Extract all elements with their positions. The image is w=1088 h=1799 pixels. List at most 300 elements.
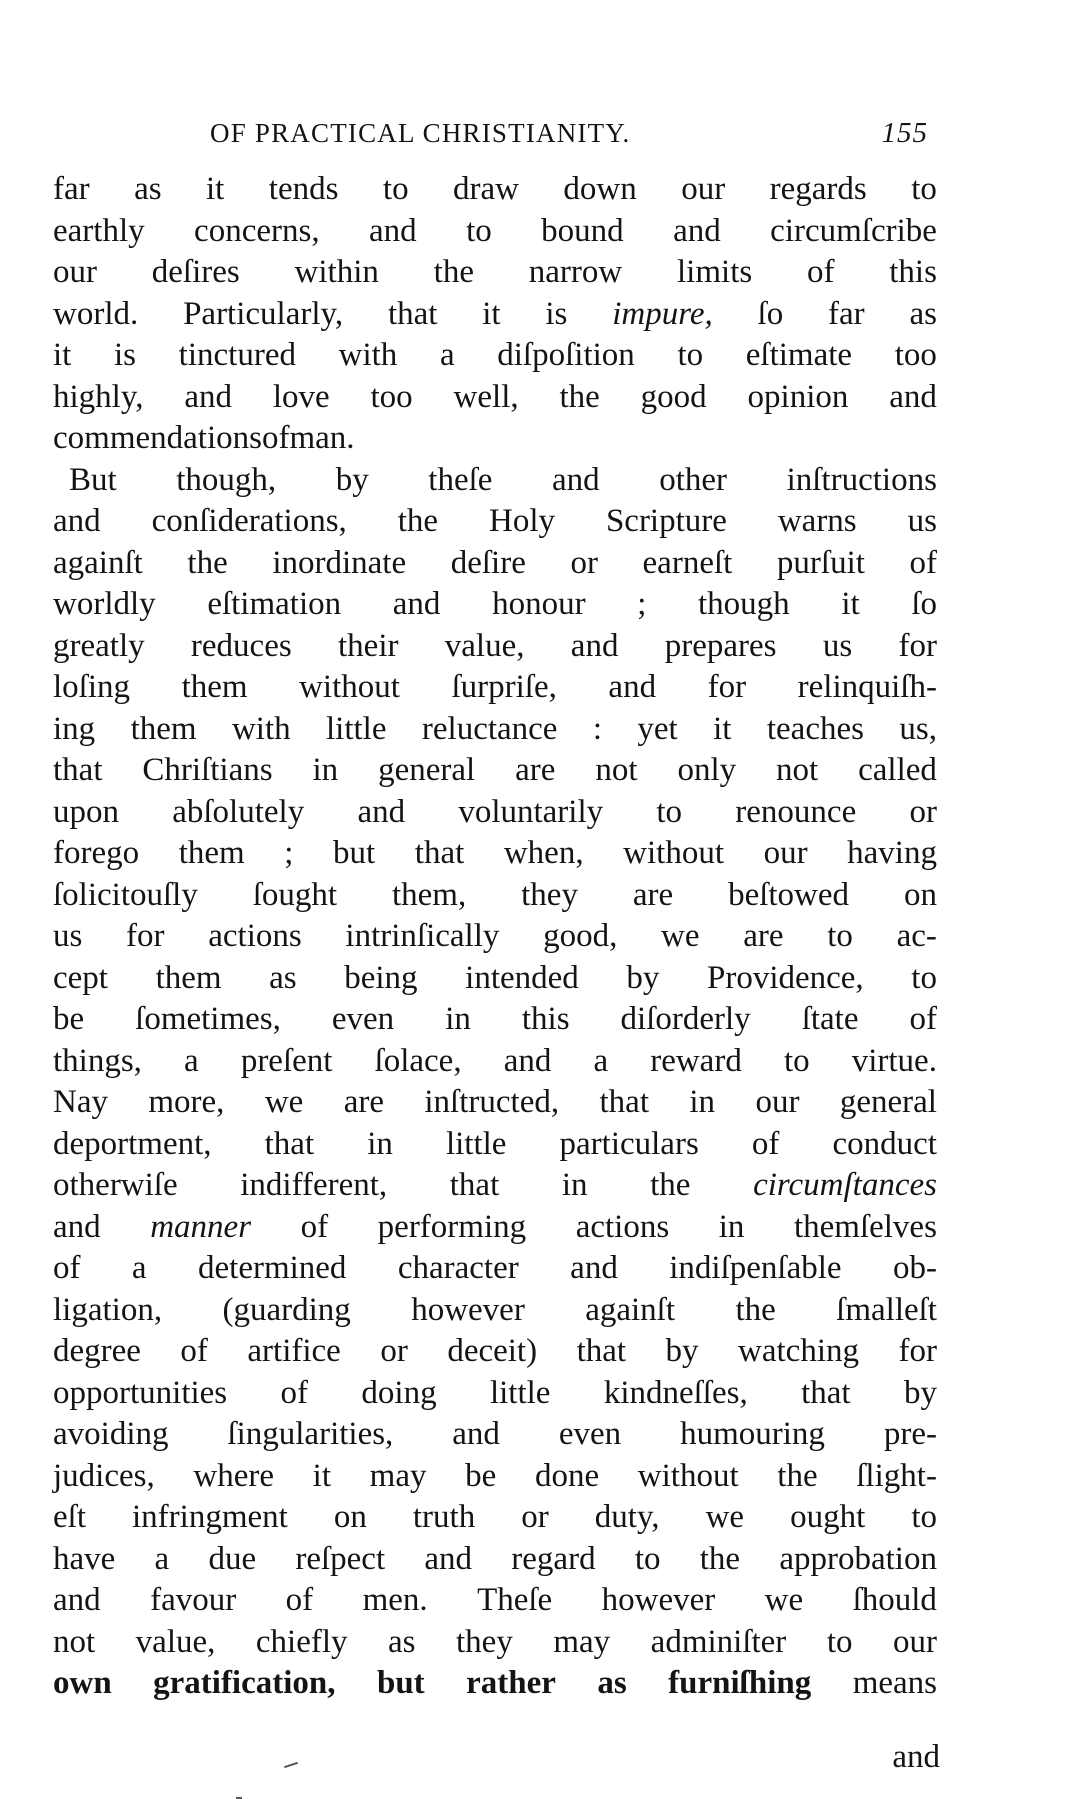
- word: us: [53, 918, 83, 954]
- text-line: [53, 377, 937, 419]
- word: (guarding: [222, 1291, 351, 1328]
- word: and: [392, 586, 441, 622]
- word: tends: [268, 171, 339, 207]
- word: ſo: [911, 586, 937, 622]
- word: in: [367, 1125, 393, 1162]
- word: warns: [777, 503, 857, 539]
- word: as: [388, 1623, 416, 1660]
- word: of: [909, 544, 937, 581]
- word: that: [576, 1333, 627, 1369]
- text-line: [53, 1497, 937, 1539]
- word: in: [312, 752, 339, 788]
- word: kindneſſes,: [603, 1374, 748, 1411]
- word: them: [130, 710, 197, 747]
- word: ;: [284, 835, 294, 871]
- word: it: [206, 171, 225, 207]
- word: purſuit: [776, 544, 865, 581]
- word: and: [53, 503, 101, 539]
- word: little: [326, 710, 387, 747]
- word: or: [380, 1333, 408, 1369]
- word: preſent: [240, 1042, 333, 1079]
- word: this: [889, 254, 937, 290]
- word: having: [847, 835, 937, 871]
- word: Providence,: [706, 959, 864, 996]
- word: degree: [53, 1333, 141, 1369]
- text-line: [53, 1414, 937, 1456]
- text-line: [53, 626, 937, 668]
- word: a: [593, 1042, 609, 1079]
- word: the: [187, 544, 228, 581]
- word: only: [677, 752, 737, 788]
- word: againſt: [585, 1291, 676, 1328]
- word: reſpect: [295, 1540, 386, 1577]
- text-line: [53, 418, 937, 460]
- word: ſo: [757, 295, 784, 332]
- word: own: [53, 1665, 112, 1701]
- word: limits: [677, 254, 753, 290]
- text-line: [53, 584, 937, 626]
- word: voluntarily: [458, 793, 604, 830]
- word: our: [53, 254, 97, 290]
- text-line: [53, 1331, 937, 1373]
- word: indiſpenſable: [669, 1250, 842, 1286]
- word: for: [898, 1333, 937, 1369]
- word: that: [599, 1084, 649, 1120]
- word: watching: [738, 1333, 859, 1369]
- word: indifferent,: [240, 1167, 388, 1203]
- word: ſurpriſe,: [451, 669, 557, 705]
- word: not: [776, 752, 819, 788]
- word: them: [155, 959, 222, 996]
- word: otherwiſe: [53, 1167, 178, 1203]
- word: intrinſically: [345, 918, 500, 954]
- word: them,: [391, 876, 467, 913]
- word: to: [677, 337, 704, 373]
- word: reduces: [190, 627, 292, 664]
- word: the: [397, 503, 439, 539]
- word: narrow: [528, 254, 623, 290]
- text-line: [53, 667, 937, 709]
- word: as: [134, 171, 162, 207]
- page-number: 155: [881, 117, 928, 149]
- word: our: [681, 171, 726, 207]
- word: ſought: [252, 876, 338, 913]
- word: done: [534, 1457, 600, 1494]
- word: Particularly,: [183, 295, 344, 332]
- word: a: [154, 1540, 170, 1577]
- word: the: [433, 254, 474, 290]
- word: down: [563, 171, 637, 207]
- word: good: [640, 378, 707, 415]
- word: as: [597, 1665, 627, 1701]
- word: by: [626, 959, 660, 996]
- word: are: [343, 1084, 384, 1120]
- word: and: [570, 1250, 618, 1286]
- word: us,: [899, 710, 937, 747]
- word: or: [909, 793, 937, 830]
- word: we: [764, 1582, 804, 1618]
- word: adminiſter: [650, 1623, 787, 1660]
- word: and: [889, 378, 937, 415]
- text-line: [53, 501, 937, 543]
- word: of: [261, 420, 290, 456]
- word: avoiding: [53, 1416, 169, 1452]
- word: be: [465, 1457, 497, 1494]
- word: a: [131, 1250, 147, 1286]
- word: but: [376, 1665, 425, 1701]
- word: the: [777, 1457, 818, 1494]
- word: ſolace,: [374, 1042, 462, 1079]
- word: opportunities: [53, 1374, 228, 1411]
- word: intended: [465, 959, 579, 996]
- text-line: [53, 1622, 937, 1664]
- text-line: [53, 709, 937, 751]
- body-text: [53, 169, 937, 1705]
- word: doing: [361, 1374, 437, 1411]
- word: and: [53, 1208, 101, 1245]
- word: virtue.: [851, 1042, 937, 1079]
- word: too: [894, 337, 937, 373]
- word: renounce: [735, 793, 857, 830]
- word: of: [300, 1208, 329, 1245]
- word: and: [424, 1540, 473, 1577]
- text-line: [53, 460, 937, 502]
- text-line: [53, 294, 937, 336]
- word: means: [852, 1665, 937, 1701]
- word: or: [570, 544, 598, 581]
- word: But: [69, 461, 117, 498]
- word: even: [558, 1416, 622, 1452]
- word: where: [193, 1457, 275, 1494]
- word: and: [570, 627, 619, 664]
- word: deportment,: [53, 1125, 212, 1162]
- word: forego: [53, 835, 140, 871]
- word: the: [650, 1167, 691, 1203]
- word: our: [755, 1084, 800, 1120]
- text-line: [53, 1456, 937, 1498]
- word: on: [903, 876, 937, 913]
- word: ſlight-: [856, 1457, 937, 1494]
- word: :: [592, 710, 603, 747]
- word: little: [489, 1374, 551, 1411]
- word: and: [452, 1416, 500, 1452]
- text-line: [53, 1165, 937, 1207]
- word: men.: [362, 1582, 428, 1618]
- word: general: [378, 752, 476, 788]
- word: inſtructions: [786, 461, 937, 498]
- word: however: [601, 1582, 716, 1618]
- word: it: [53, 337, 72, 373]
- word: the: [735, 1291, 776, 1328]
- word: called: [858, 752, 937, 788]
- word: ing: [53, 710, 96, 747]
- word: of: [180, 1333, 208, 1369]
- word: of: [285, 1582, 314, 1618]
- word: eſtimation: [207, 586, 342, 622]
- word: it: [482, 295, 501, 332]
- word: character: [397, 1250, 519, 1286]
- word: Scripture: [605, 503, 727, 539]
- word: or: [521, 1499, 549, 1535]
- word: as: [909, 295, 937, 332]
- word: the: [699, 1540, 741, 1577]
- text-line: [53, 1207, 937, 1249]
- word: that: [414, 835, 465, 871]
- word: relinquiſh-: [797, 669, 937, 705]
- word: a: [184, 1042, 199, 1079]
- word: in: [718, 1208, 745, 1245]
- word: reluctance: [421, 710, 558, 747]
- word: Theſe: [477, 1582, 553, 1618]
- word: our: [763, 835, 808, 871]
- word: as: [269, 959, 297, 996]
- word: ſhould: [852, 1582, 937, 1618]
- word: deſires: [151, 254, 240, 290]
- word: infringment: [132, 1499, 288, 1535]
- word: things,: [53, 1042, 142, 1079]
- word: them: [178, 835, 245, 871]
- text-line: [53, 875, 937, 917]
- word: to: [382, 171, 409, 207]
- word: yet: [637, 710, 678, 747]
- text-line: [53, 792, 937, 834]
- word: that: [387, 295, 438, 332]
- word: deſire: [450, 544, 526, 581]
- word: inſtructed,: [424, 1084, 560, 1120]
- word: to: [827, 918, 853, 954]
- word: are: [515, 752, 556, 788]
- word: good,: [543, 918, 618, 954]
- word: man.: [289, 420, 355, 456]
- word: of: [53, 1250, 81, 1286]
- word: and: [503, 1042, 552, 1079]
- word: within: [294, 254, 379, 290]
- word: they: [456, 1623, 513, 1660]
- word: inordinate: [272, 544, 407, 581]
- word: of: [806, 254, 835, 290]
- word: themſelves: [793, 1208, 937, 1245]
- text-line: [53, 335, 937, 377]
- catchword: and: [892, 1739, 940, 1775]
- word: approbation: [779, 1540, 937, 1577]
- word: for: [126, 918, 165, 954]
- ink-speck: [284, 1762, 298, 1768]
- word: by: [335, 461, 369, 498]
- word: duty,: [594, 1499, 660, 1535]
- word: diſpoſition: [497, 337, 635, 373]
- word: their: [338, 627, 399, 664]
- word: but: [333, 835, 376, 871]
- word: opinion: [747, 378, 849, 415]
- word: earthly: [53, 212, 145, 249]
- word: conduct: [832, 1125, 937, 1162]
- word: in: [561, 1167, 588, 1203]
- word: greatly: [53, 627, 145, 664]
- word: not: [595, 752, 638, 788]
- word: favour: [150, 1582, 237, 1618]
- word: to: [783, 1042, 810, 1079]
- word: general: [839, 1084, 937, 1120]
- word: love: [272, 378, 330, 415]
- word: to: [826, 1623, 853, 1660]
- text-line: [53, 833, 937, 875]
- word: are: [632, 876, 674, 913]
- word: us: [907, 503, 937, 539]
- word: diſorderly: [620, 1001, 751, 1037]
- word: ſometimes,: [135, 1001, 281, 1037]
- word: ought: [790, 1499, 866, 1535]
- word: regard: [511, 1540, 596, 1577]
- word: and: [184, 378, 232, 415]
- word: furniſhing: [668, 1665, 812, 1701]
- word: ſtate: [801, 1001, 859, 1037]
- text-line: [53, 211, 937, 253]
- word: judices,: [53, 1457, 155, 1494]
- word: it: [841, 586, 860, 622]
- word: to: [911, 171, 937, 207]
- word: more,: [148, 1084, 225, 1120]
- text-line: [53, 958, 937, 1000]
- word: though,: [176, 461, 277, 498]
- word: that: [264, 1125, 315, 1162]
- word: ſmalleſt: [836, 1291, 937, 1328]
- page-header: [210, 118, 928, 158]
- text-line: [53, 543, 937, 585]
- word: in: [445, 1001, 471, 1037]
- word: without: [299, 669, 400, 705]
- word: to: [911, 1499, 937, 1535]
- word: on: [333, 1499, 367, 1535]
- word: for: [898, 627, 937, 664]
- word: loſing: [53, 669, 131, 705]
- word: ;: [637, 586, 647, 622]
- word: againſt: [53, 544, 143, 581]
- word: it: [713, 710, 732, 747]
- word: prepares: [664, 627, 777, 664]
- word: eſt: [53, 1499, 86, 1535]
- word: teaches: [766, 710, 864, 747]
- word: they: [521, 876, 578, 913]
- word: is: [114, 337, 137, 373]
- word: being: [344, 959, 418, 996]
- word: chiefly: [255, 1623, 348, 1660]
- word: well,: [453, 378, 519, 415]
- word: determined: [198, 1250, 347, 1286]
- word: particulars: [559, 1125, 699, 1162]
- word: earneſt: [642, 544, 733, 581]
- word: performing: [377, 1208, 527, 1245]
- text-line: [53, 1663, 937, 1705]
- word: it: [312, 1457, 332, 1494]
- word: have: [53, 1540, 116, 1577]
- word: us: [822, 627, 853, 664]
- word: and: [552, 461, 600, 498]
- word: ſingularities,: [227, 1416, 394, 1452]
- word: highly,: [53, 378, 144, 415]
- word: value,: [444, 627, 525, 664]
- word: that: [801, 1374, 851, 1411]
- word: actions: [208, 918, 302, 954]
- word: may: [369, 1457, 427, 1494]
- word: to: [656, 793, 683, 830]
- word: to: [466, 212, 492, 249]
- word: in: [689, 1084, 716, 1120]
- word: manner: [150, 1208, 252, 1245]
- word: circumſtances: [753, 1167, 937, 1203]
- text-line: [53, 252, 937, 294]
- word: for: [707, 669, 747, 705]
- text-line: [53, 1124, 937, 1166]
- word: that: [53, 752, 103, 788]
- word: with: [231, 710, 291, 747]
- text-line: [53, 1041, 937, 1083]
- word: to: [634, 1540, 661, 1577]
- word: value,: [135, 1623, 216, 1660]
- word: and: [608, 669, 657, 705]
- text-line: [53, 1082, 937, 1124]
- word: tinctured: [178, 337, 296, 373]
- word: ac-: [896, 918, 937, 954]
- word: circumſcribe: [770, 212, 937, 249]
- word: beſtowed: [728, 876, 850, 913]
- word: little: [445, 1125, 507, 1162]
- word: humouring: [680, 1416, 825, 1452]
- word: and: [369, 212, 417, 249]
- word: gratification,: [153, 1665, 336, 1701]
- word: when,: [503, 835, 584, 871]
- word: deceit): [447, 1333, 538, 1369]
- word: and: [673, 212, 721, 249]
- word: far: [53, 171, 90, 207]
- text-line: [53, 750, 937, 792]
- word: due: [208, 1540, 257, 1577]
- word: we: [264, 1084, 304, 1120]
- text-line: [53, 1539, 937, 1581]
- word: ligation,: [53, 1291, 163, 1328]
- word: and: [357, 793, 406, 830]
- word: of: [280, 1374, 309, 1411]
- word: impure,: [612, 295, 713, 332]
- text-line: [53, 1580, 937, 1622]
- word: world.: [53, 295, 139, 332]
- word: pre-: [883, 1416, 937, 1452]
- word: this: [521, 1001, 570, 1037]
- word: regards: [769, 171, 867, 207]
- word: Chriſtians: [142, 752, 273, 788]
- word: by: [903, 1374, 937, 1411]
- word: by: [665, 1333, 699, 1369]
- word: that: [449, 1167, 500, 1203]
- word: and: [53, 1582, 101, 1618]
- word: rather: [466, 1665, 556, 1701]
- word: draw: [453, 171, 519, 207]
- word: eſtimate: [745, 337, 853, 373]
- word: however: [411, 1291, 525, 1328]
- word: Holy: [489, 503, 555, 539]
- word: honour: [492, 586, 586, 622]
- text-line: [53, 1373, 937, 1415]
- word: a: [439, 337, 455, 373]
- word: reward: [650, 1042, 742, 1079]
- word: may: [553, 1623, 611, 1660]
- word: without: [623, 835, 724, 871]
- word: too: [370, 378, 413, 415]
- word: Nay: [53, 1084, 108, 1120]
- word: concerns,: [194, 212, 320, 249]
- word: upon: [53, 793, 119, 830]
- word: of: [751, 1125, 780, 1162]
- word: ob-: [892, 1250, 937, 1286]
